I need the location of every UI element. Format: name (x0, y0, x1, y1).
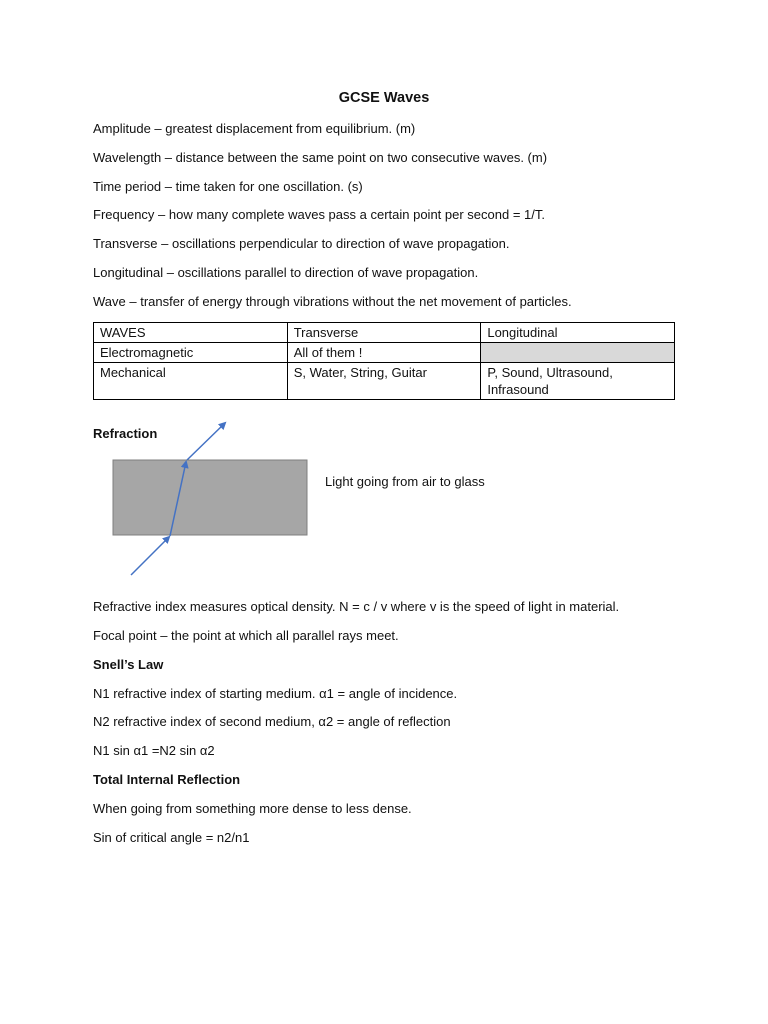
glass-block (113, 460, 307, 535)
refractive-index-note: Refractive index measures optical density. N = c / v where v is the speed of light in material. (93, 599, 620, 614)
table-cell: S, Water, String, Guitar (287, 363, 481, 400)
emergent-ray (187, 423, 225, 460)
table-header-cell: WAVES (94, 323, 288, 343)
definition-amplitude: Amplitude – greatest displacement from equilibrium. (m) (93, 121, 416, 136)
table-cell: All of them ! (287, 343, 481, 363)
focal-point-note: Focal point – the point at which all parallel rays meet. (93, 628, 399, 643)
table-cell: Mechanical (94, 363, 288, 400)
definition-transverse: Transverse – oscillations perpendicular to direction of wave propagation. (93, 236, 510, 251)
snells-law-heading: Snell’s Law (93, 657, 164, 672)
table-cell: Electromagnetic (94, 343, 288, 363)
snells-equation: N1 sin α1 =N2 sin α2 (93, 743, 215, 758)
tir-note: When going from something more dense to less dense. (93, 801, 412, 816)
refraction-heading: Refraction (93, 426, 158, 441)
table-cell: P, Sound, Ultrasound, Infrasound (481, 363, 675, 400)
diagram-label: Light going from air to glass (325, 474, 485, 489)
definition-time-period: Time period – time taken for one oscillation. (s) (93, 179, 363, 194)
table-header-cell: Longitudinal (481, 323, 675, 343)
definition-longitudinal: Longitudinal – oscillations parallel to direction of wave propagation. (93, 265, 479, 280)
incident-ray (131, 537, 169, 575)
definition-frequency: Frequency – how many complete waves pass a certain point per second = 1/T. (93, 207, 545, 222)
n1-note: N1 refractive index of starting medium. α1 = angle of incidence. (93, 686, 458, 701)
n2-note: N2 refractive index of second medium, α2 = angle of reflection (93, 714, 451, 729)
tir-heading: Total Internal Reflection (93, 772, 241, 787)
critical-angle-note: Sin of critical angle = n2/n1 (93, 830, 250, 845)
definition-wave: Wave – transfer of energy through vibrations without the net movement of particles. (93, 294, 572, 309)
definition-wavelength: Wavelength – distance between the same point on two consecutive waves. (m) (93, 150, 548, 165)
table-header-cell: Transverse (287, 323, 481, 343)
page-title: GCSE Waves (338, 90, 430, 106)
